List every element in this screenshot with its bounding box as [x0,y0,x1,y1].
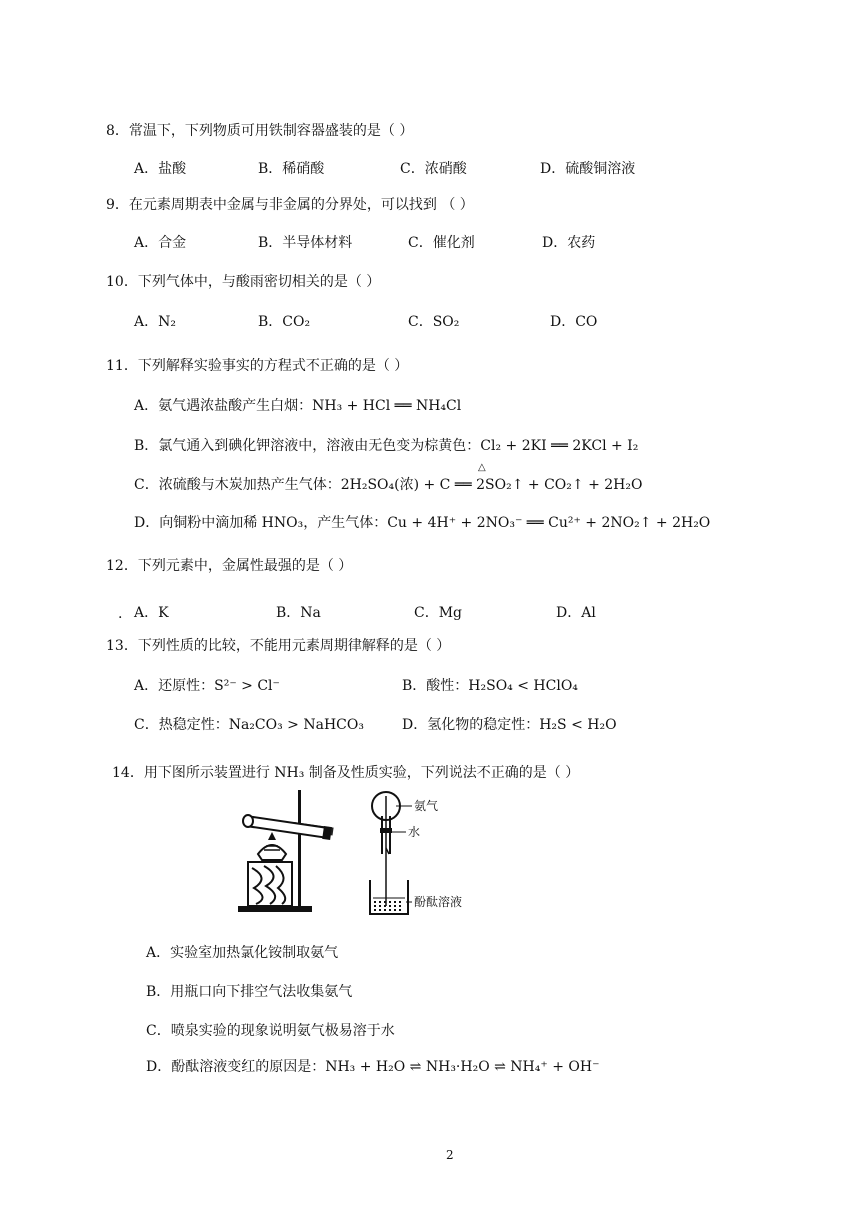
q11-option-b: B．氯气通入到碘化钾溶液中，溶液由无色变为棕黄色：Cl₂ + 2KI ══ 2KCl + I₂ [134,438,639,454]
q12-option-b: B．Na [276,605,321,621]
q14-option-d: D．酚酞溶液变红的原因是：NH₃ + H₂O ⇌ NH₃·H₂O ⇌ NH₄⁺ + OH⁻ [146,1059,600,1075]
beaker [370,858,408,914]
q11-option-d: D．向铜粉中滴加稀 HNO₃，产生气体：Cu + 4H⁺ + 2NO₃⁻ ══ Cu²⁺ + 2NO₂↑ + 2H₂O [134,515,711,531]
fountain-flask [372,792,400,858]
q9-option-c: C．催化剂 [408,235,475,251]
wooden-block [248,862,292,906]
q10-option-a: A．N₂ [134,314,176,330]
page-number: 2 [446,1148,454,1162]
test-tube [243,815,332,840]
alcohol-lamp [258,832,286,860]
q8-option-b: B．稀硝酸 [258,161,325,177]
apparatus-figure [236,788,476,923]
label-ammonia: 氨气 [414,799,439,813]
q10-stem: 10．下列气体中，与酸雨密切相关的是（ ） [106,274,381,290]
q14-option-c: C．喷泉实验的现象说明氨气极易溶于水 [146,1023,395,1039]
q14-stem: 14．用下图所示装置进行 NH₃ 制备及性质实验，下列说法不正确的是（ ） [112,765,580,781]
label-water: 水 [408,825,421,839]
q13-option-c: C．热稳定性：Na₂CO₃ > NaHCO₃ [134,717,364,733]
q12-option-c: C．Mg [414,605,463,621]
q14-option-b: B．用瓶口向下排空气法收集氨气 [146,984,353,1000]
q11-stem: 11．下列解释实验事实的方程式不正确的是（ ） [106,358,409,374]
q13-stem: 13．下列性质的比较，不能用元素周期律解释的是（ ） [106,638,451,654]
q13-option-b: B．酸性：H₂SO₄ < HClO₄ [402,678,578,694]
q12-option-d: D．Al [556,605,596,621]
q11-option-a: A．氨气遇浓盐酸产生白烟：NH₃ + HCl ══ NH₄Cl [134,398,462,414]
q13-option-d: D．氢化物的稳定性：H₂S < H₂O [402,717,617,733]
stray-dot: . [118,606,123,622]
q9-stem: 9．在元素周期表中金属与非金属的分界处，可以找到 （ ） [106,197,474,213]
q8-option-c: C．浓硝酸 [400,161,467,177]
q9-option-a: A．合金 [134,235,187,251]
q14-option-a: A．实验室加热氯化铵制取氨气 [146,945,339,961]
q8-option-d: D．硫酸铜溶液 [540,161,636,177]
q13-option-a: A．还原性：S²⁻ > Cl⁻ [134,678,280,694]
heat-symbol: △ [478,462,486,473]
q11-option-c: C．浓硫酸与木炭加热产生气体：2H₂SO₄(浓) + C ══ 2SO₂↑ + CO₂↑ + 2H₂O [134,477,643,493]
q9-option-d: D．农药 [542,235,596,251]
q10-option-c: C．SO₂ [408,314,460,330]
q8-option-a: A．盐酸 [134,161,187,177]
q12-option-a: A．K [134,605,169,621]
q10-option-d: D．CO [550,314,598,330]
stand-rod [298,790,301,908]
q9-option-b: B．半导体材料 [258,235,353,251]
label-phenolphthalein: 酚酞溶液 [414,895,463,909]
q10-option-b: B．CO₂ [258,314,311,330]
q12-stem: 12．下列元素中，金属性最强的是（ ） [106,558,353,574]
q8-stem: 8．常温下，下列物质可用铁制容器盛装的是（ ） [106,123,414,139]
